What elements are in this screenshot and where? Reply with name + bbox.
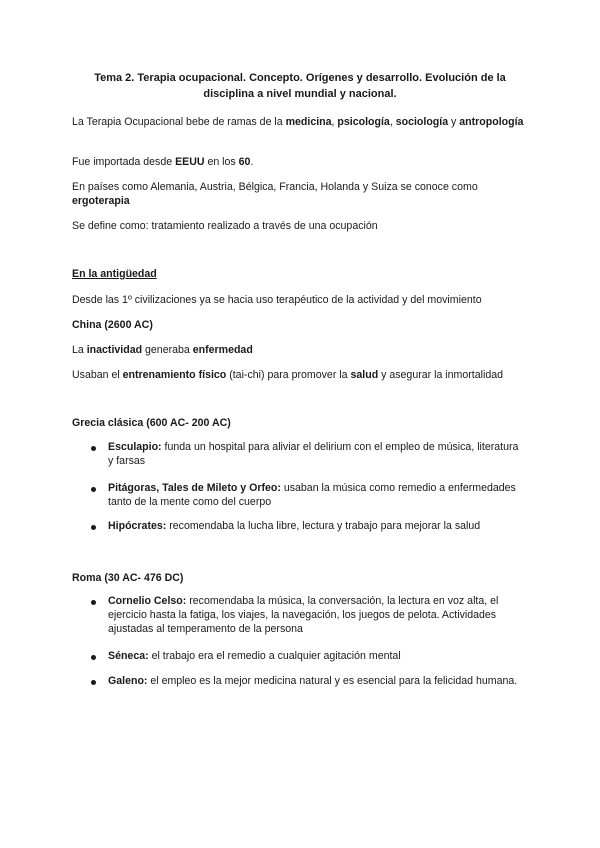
list-item: Esculapio: funda un hospital para aliviar el delirium con el empleo de música, literatura y farsas <box>108 441 519 467</box>
intro-paragraph-3: En países como Alemania, Austria, Bélgica, Francia, Holanda y Suiza se conoce como ergoterapia <box>72 181 478 207</box>
list-item: Galeno: el empleo es la mejor medicina natural y es esencial para la felicidad humana. <box>108 675 518 687</box>
bullet-icon <box>91 600 96 605</box>
section-heading-china: China (2600 AC) <box>72 319 153 331</box>
china-paragraph-1: La inactividad generaba enfermedad <box>72 344 253 356</box>
intro-paragraph-1: La Terapia Ocupacional bebe de ramas de la medicina, psicología, sociología y antropología <box>72 116 524 128</box>
bullet-icon <box>91 655 96 660</box>
list-item: Hipócrates: recomendaba la lucha libre, lectura y trabajo para mejorar la salud <box>108 520 481 532</box>
intro-paragraph-2: Fue importada desde EEUU en los 60. <box>72 156 254 168</box>
china-paragraph-2: Usaban el entrenamiento físico (tai-chi) para promover la salud y asegurar la inmortalidad <box>72 369 504 381</box>
section-heading-roma: Roma (30 AC- 476 DC) <box>72 572 184 584</box>
section-heading-antiguedad: En la antigüedad <box>72 268 157 280</box>
bullet-icon <box>91 525 96 530</box>
list-item: Pitágoras, Tales de Mileto y Orfeo: usaban la música como remedio a enfermedades tanto de la mente como del cuerpo <box>108 482 516 508</box>
intro-paragraph-4: Se define como: tratamiento realizado a través de una ocupación <box>72 220 378 232</box>
bullet-icon <box>91 487 96 492</box>
bullet-icon <box>91 680 96 685</box>
section-heading-grecia: Grecia clásica (600 AC- 200 AC) <box>72 417 231 429</box>
list-item: Séneca: el trabajo era el remedio a cualquier agitación mental <box>108 650 401 662</box>
bullet-icon <box>91 446 96 451</box>
antiguedad-paragraph: Desde las 1º civilizaciones ya se hacia uso terapéutico de la actividad y del movimiento <box>72 294 482 306</box>
list-item: Cornelio Celso: recomendaba la música, la conversación, la lectura en voz alta, el ejercicio hasta la fatiga, los viajes, la navegación, los juegos de pelota. Actividades ajustadas al temperamento de la persona <box>108 595 499 635</box>
page-title: Tema 2. Terapia ocupacional. Concepto. Orígenes y desarrollo. Evolución de la disciplina a nivel mundial y nacional. <box>94 72 506 100</box>
